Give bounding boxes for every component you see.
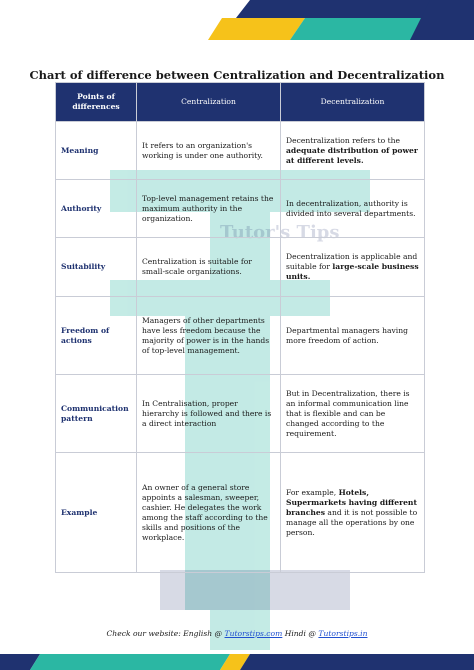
- row-centralization: Centralization is suitable for small-scale organizations.: [137, 238, 281, 297]
- english-site-link[interactable]: Tutorstips.com: [224, 629, 283, 638]
- header-decoration: [0, 0, 474, 48]
- row-point: Freedom of actions: [56, 297, 137, 375]
- row-decentralization: For example, Hotels, Supermarkets having different branches and it is not possible to manage all the operations by one person.: [281, 453, 425, 573]
- row-point: Suitability: [56, 238, 137, 297]
- table-header-row: [56, 83, 425, 122]
- row-centralization: It refers to an organization's working is under one authority.: [137, 122, 281, 180]
- watermark-text: Tutor's Tips: [220, 222, 340, 243]
- row-point: Example: [56, 453, 137, 573]
- row-decentralization: But in Decentralization, there is an informal communication line that is flexible and can be changed according to the requirement.: [281, 375, 425, 453]
- row-centralization: An owner of a general store appoints a salesman, sweeper, cashier. He delegates the work among the staff according to the skills and positions of the workplace.: [137, 453, 281, 573]
- footer-prefix: Check our website: English @: [106, 629, 225, 638]
- table-row: [56, 297, 425, 375]
- row-point: Authority: [56, 180, 137, 238]
- row-centralization: In Centralisation, proper hierarchy is followed and there is a direct interaction: [137, 375, 281, 453]
- row-decentralization: Decentralization refers to the adequate distribution of power at different levels.: [281, 122, 425, 180]
- row-centralization: Top-level management retains the maximum authority in the organization.: [137, 180, 281, 238]
- comparison-table: [55, 82, 425, 573]
- header-centralization: Centralization: [137, 83, 281, 122]
- table-row: [56, 375, 425, 453]
- row-point: Communication pattern: [56, 375, 137, 453]
- table-row: [56, 238, 425, 297]
- hindi-site-link[interactable]: Tutorstips.in: [318, 629, 368, 638]
- row-decentralization: Decentralization is applicable and suitable for large-scale business units.: [281, 238, 425, 297]
- row-point: Meaning: [56, 122, 137, 180]
- table-row: [56, 180, 425, 238]
- table-row: [56, 453, 425, 573]
- row-decentralization: Departmental managers having more freedom of action.: [281, 297, 425, 375]
- page-title: Chart of difference between Centralization and Decentralization: [29, 68, 445, 82]
- row-centralization: Managers of other departments have less freedom because the majority of power is in the hands of top-level management.: [137, 297, 281, 375]
- header-points: Points of differences: [56, 83, 137, 122]
- footer: [0, 629, 474, 638]
- header-decentralization: Decentralization: [281, 83, 425, 122]
- table-row: [56, 122, 425, 180]
- row-decentralization: In decentralization, authority is divided into several departments.: [281, 180, 425, 238]
- footer-middle: Hindi @: [282, 629, 319, 638]
- footer-decoration: [0, 648, 474, 670]
